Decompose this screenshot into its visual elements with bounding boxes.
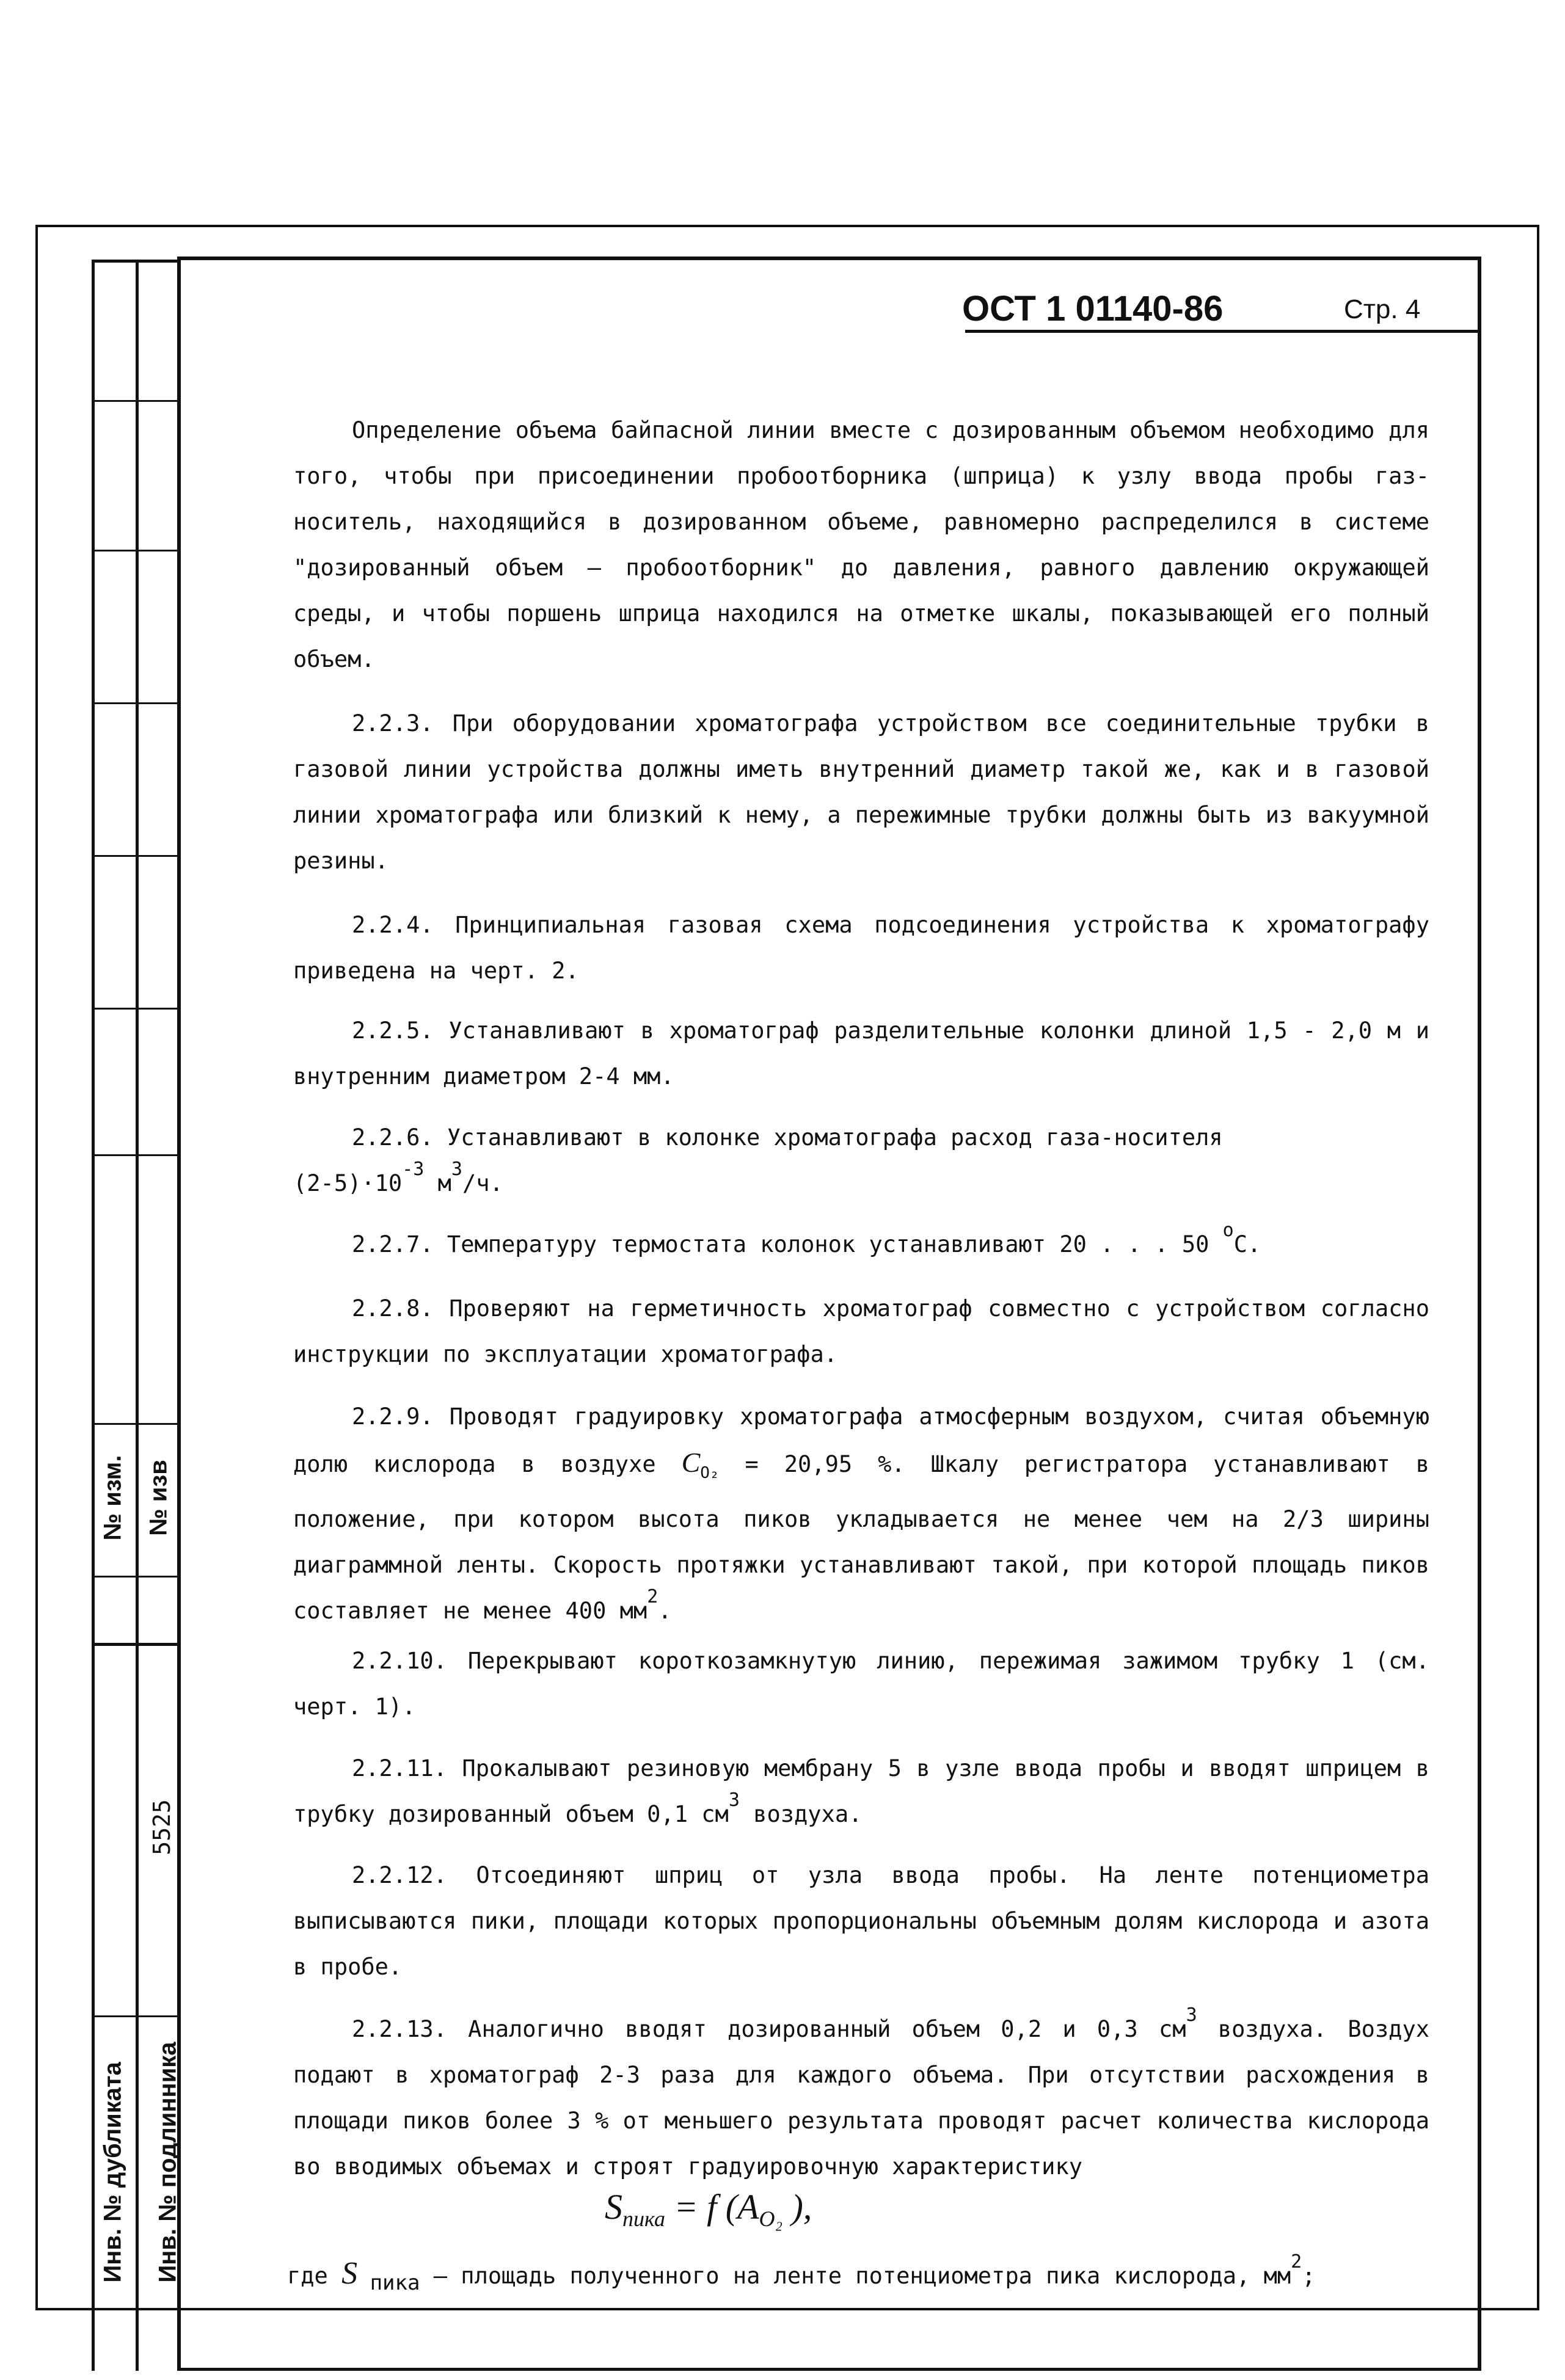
strip-cell-divider: [92, 855, 180, 857]
paragraph-text: [293, 1394, 1429, 1634]
strip-cell-divider: [92, 1008, 180, 1010]
paragraph-2-2-12: [293, 1852, 1429, 1990]
text: .: [658, 1598, 672, 1624]
label-change-number: № изм.: [99, 1455, 126, 1541]
exponent: 2: [1291, 2251, 1302, 2273]
text: = 20,95 %. Шкалу регистратора устанавливают в положение, при котором высота пиков укладывается не менее чем на 2/3 ширины диаграммной ленты. Скорость протяжки устанавливают такой, при которой площадь пиков составляет не менее 400 мм: [293, 1451, 1429, 1624]
strip-cell-divider: [92, 1643, 180, 1646]
page-number: Стр. 4: [1344, 294, 1421, 324]
label-original-inventory: Инв. № подлинника: [154, 2042, 181, 2283]
strip-cell-divider: [92, 550, 180, 551]
text: – площадь полученного на ленте потенциометра пика кислорода, мм: [420, 2263, 1291, 2289]
paragraph-text: [293, 1221, 1429, 1267]
paragraph-text: 2.2.6. Устанавливают в колонке хроматографа расход газа-носителя: [352, 1124, 1223, 1151]
formula-subscript: пика: [622, 2207, 665, 2231]
formula-subscript: O₂: [759, 2207, 782, 2231]
paragraph-text: 2.2.8. Проверяют на герметичность хроматограф совместно с устройством согласно инструкции по эксплуатации хроматографа.: [293, 1295, 1429, 1367]
text: воздуха. Воздух подают в хроматограф 2-3 раза для каждого объема. При отсутствии расхождения в площади пиков более 3 % от меньшего результата проводят расчет количества кислорода во вводимых объемах и строят градуировочную характеристику: [293, 2016, 1429, 2180]
flow-rate-value: (2-5)·10: [293, 1170, 403, 1196]
text: 2.2.13. Аналогично вводят дозированный объем 0,2 и 0,3 см: [352, 2016, 1186, 2042]
text: где: [287, 2263, 342, 2289]
strip-cell-divider: [92, 2015, 180, 2017]
strip-cell-divider: [92, 702, 180, 704]
strip-cell-divider: [92, 1423, 180, 1425]
temperature-text: 2.2.7. Температуру термостата колонок устанавливают 20 . . . 50: [352, 1231, 1223, 1257]
exponent: 3: [451, 1159, 462, 1180]
paragraph-2-2-13: [293, 2006, 1429, 2189]
paragraph-2-2-6: [293, 1115, 1429, 1206]
formula-symbol: S: [605, 2187, 622, 2227]
paragraph-text: Определение объема байпасной линии вместе с дозированным объемом необходимо для того, чтобы при присоединении пробоотборника (шприца) к узлу ввода пробы газ-носитель, находящийся в дозированном объеме, равномерно распределился в системе "дозированный объем – пробоотборник" до давления, равного давлению окружающей среды, и чтобы поршень шприца находился на отметке шкалы, показывающей его полный объем.: [293, 417, 1429, 672]
strip-left-line: [92, 260, 95, 2371]
calibration-formula: [605, 2186, 812, 2232]
area-symbol: S: [341, 2256, 358, 2291]
paragraph-2-2-4: [293, 902, 1429, 994]
document-code: ОСТ 1 01140-86: [962, 289, 1224, 329]
paragraph-bypass: [293, 407, 1429, 682]
exponent: -3: [402, 1159, 425, 1180]
paragraph-text: 2.2.3. При оборудовании хроматографа устройством все соединительные трубки в газовой линии устройства должны иметь внутренний диаметр такой же, как и в газовой линии хроматографа или близкий к нему, а пережимные трубки должны быть из вакуумной резины.: [293, 710, 1429, 874]
strip-mid-line: [136, 260, 139, 2371]
flow-rate-line: [293, 1160, 1429, 1206]
text: 2.2.9. Проводят градуировку хроматографа атмосферным воздухом, считая объемную долю кислорода в воздухе: [293, 1403, 1429, 1477]
paragraph-text: [293, 2006, 1429, 2189]
text: 2.2.11. Прокалывают резиновую мембрану 5 в узле ввода пробы и вводят шприцем в трубку дозированный объем 0,1 см: [293, 1755, 1429, 1827]
paragraph-2-2-7: [293, 1221, 1429, 1267]
paragraph-text: 2.2.10. Перекрывают короткозамкнутую линию, пережимая зажимом трубку 1 (см. черт. 1).: [293, 1648, 1429, 1720]
paragraph-2-2-5: [293, 1008, 1429, 1099]
exponent: 3: [1186, 2004, 1197, 2026]
concentration-symbol: C: [681, 1447, 701, 1478]
text: воздуха.: [739, 1801, 863, 1827]
paragraph-text: [293, 1745, 1429, 1837]
subscript: O₂: [700, 1464, 720, 1482]
paragraph-2-2-9: [293, 1394, 1429, 1634]
exponent: 3: [728, 1789, 740, 1811]
label-duplicate-inventory: Инв. № дубликата: [99, 2062, 126, 2283]
label-notice-number: № изв: [145, 1460, 172, 1536]
temperature-unit: C.: [1233, 1231, 1261, 1257]
formula-text: = f (A: [665, 2187, 759, 2227]
formula-text: ),: [782, 2187, 812, 2227]
text: ;: [1302, 2263, 1316, 2289]
paragraph-2-2-11: [293, 1745, 1429, 1837]
strip-cell-divider: [92, 400, 180, 402]
inventory-number: 5525: [148, 1799, 175, 1855]
strip-cell-divider: [92, 1154, 180, 1156]
paragraph-text: 2.2.12. Отсоединяют шприц от узла ввода пробы. На ленте потенциометра выписываются пики, площади которых пропорциональны объемным долям кислорода и азота в пробе.: [293, 1862, 1429, 1980]
paragraph-text: 2.2.5. Устанавливают в хроматограф разделительные колонки длиной 1,5 - 2,0 м и внутренним диаметром 2-4 мм.: [293, 1017, 1429, 1090]
subscript: пика: [357, 2271, 420, 2295]
paragraph-text: 2.2.4. Принципиальная газовая схема подсоединения устройства к хроматографу приведена на черт. 2.: [293, 912, 1429, 984]
unit: /ч.: [462, 1170, 503, 1196]
paragraph-2-2-8: [293, 1286, 1429, 1377]
paragraph-2-2-10: [293, 1638, 1429, 1730]
definition-line: [287, 2251, 1423, 2306]
exponent: 2: [647, 1586, 658, 1607]
header-rule: [965, 330, 1481, 333]
degree-sign: o: [1222, 1220, 1234, 1241]
unit: м: [424, 1170, 451, 1196]
paragraph-2-2-3: [293, 701, 1429, 884]
strip-top-line: [92, 260, 180, 263]
strip-cell-divider: [92, 1576, 180, 1578]
